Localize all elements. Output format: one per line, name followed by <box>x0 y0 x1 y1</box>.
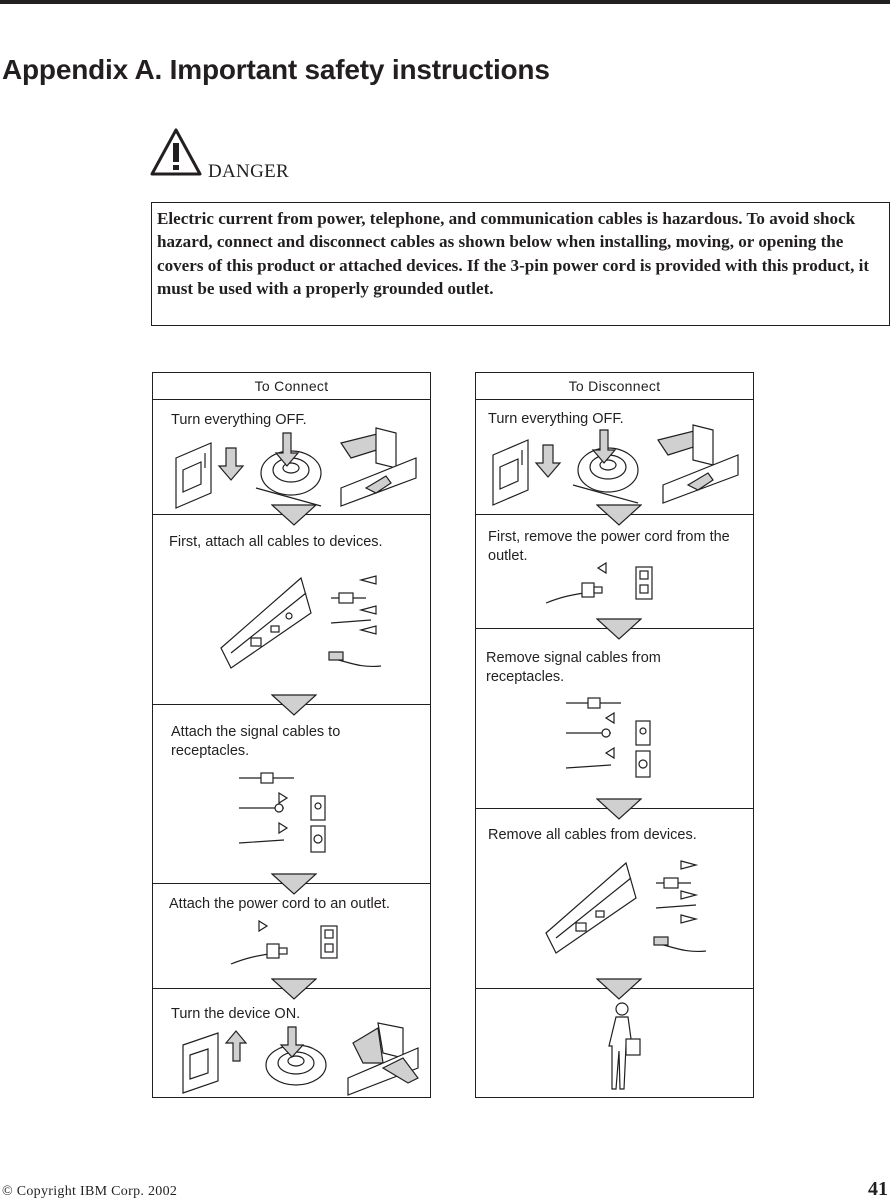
remove-signal-cables-illustration <box>566 693 666 783</box>
connect-step-arrow-3 <box>271 873 317 895</box>
attach-power-cord-illustration <box>231 916 351 976</box>
attach-cables-to-devices-illustration <box>211 568 391 678</box>
power-off-illustration <box>171 428 421 508</box>
danger-warning-icon <box>150 127 202 179</box>
disconnect-step-3: Remove signal cables from receptacles. <box>486 650 661 685</box>
danger-label: DANGER <box>208 161 289 182</box>
connect-step-arrow-2 <box>271 694 317 716</box>
danger-warning-text: Electric current from power, telephone, and communication cables is hazardous. To avoid shock hazard, connect and disconnect cables as shown below when installing, moving, or opening the covers of this product or attached devices. If the 3-pin power cord is provided with this product, it must be used with a properly grounded outlet. <box>151 202 890 326</box>
copyright-notice: © Copyright IBM Corp. 2002 <box>2 1184 178 1199</box>
connect-step-4: Attach the power cord to an outlet. <box>169 896 390 912</box>
attach-signal-cables-illustration <box>239 768 339 858</box>
page-title: Appendix A. Important safety instructions <box>2 54 550 85</box>
remove-power-cord-illustration <box>546 563 666 613</box>
page-number: 41 <box>868 1178 888 1200</box>
disconnect-step-arrow-2 <box>596 618 642 640</box>
disconnect-step-arrow-4 <box>596 978 642 1000</box>
to-disconnect-panel <box>475 372 754 1098</box>
disconnect-step-4: Remove all cables from devices. <box>488 827 697 843</box>
disconnect-step-arrow-1 <box>596 504 642 526</box>
connect-step-arrow-1 <box>271 504 317 526</box>
connect-step-3: Attach the signal cables to receptacles. <box>171 724 341 759</box>
disconnect-power-off-illustration <box>488 425 743 505</box>
top-rule <box>0 0 890 4</box>
power-on-illustration <box>178 1023 428 1095</box>
connect-step-arrow-4 <box>271 978 317 1000</box>
to-connect-panel <box>152 372 431 1098</box>
disconnect-step-2: First, remove the power cord from the outlet. <box>488 529 730 564</box>
disconnect-step-1: Turn everything OFF. <box>488 411 624 427</box>
to-connect-header: To Connect <box>153 373 430 400</box>
connect-step-2: First, attach all cables to devices. <box>169 534 383 550</box>
remove-cables-from-devices-illustration <box>536 853 716 963</box>
connect-step-5: Turn the device ON. <box>171 1006 301 1022</box>
connect-step-1: Turn everything OFF. <box>171 412 307 428</box>
disconnect-step-arrow-3 <box>596 798 642 820</box>
person-walking-away-illustration <box>604 1001 644 1093</box>
to-disconnect-header: To Disconnect <box>476 373 753 400</box>
